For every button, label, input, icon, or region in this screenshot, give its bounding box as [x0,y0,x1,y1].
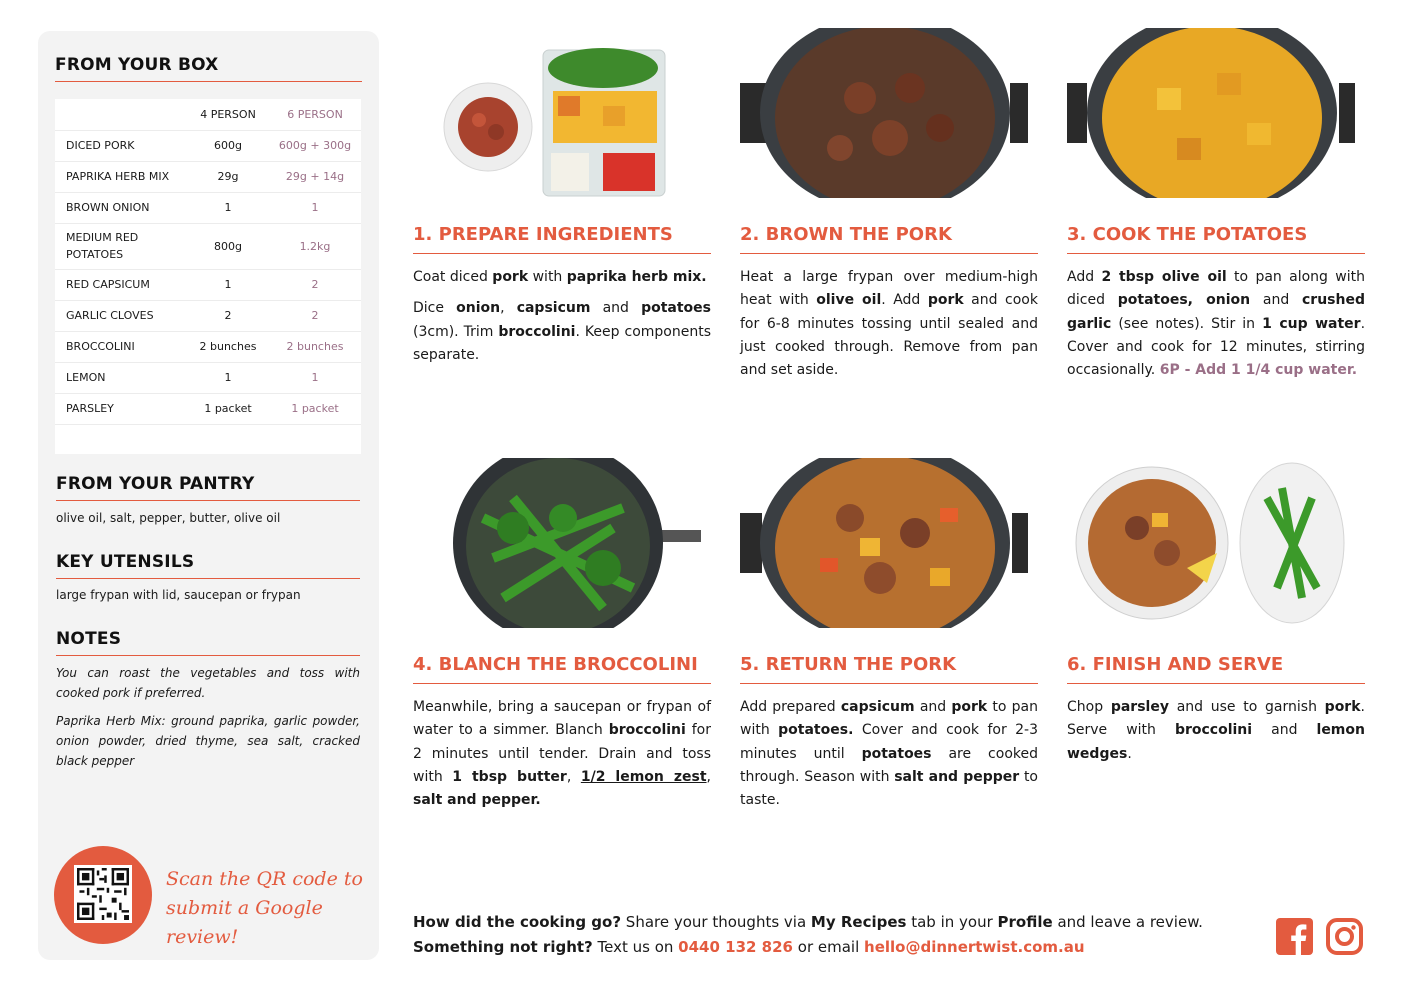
ingredient-name: BROCCOLINI [55,331,187,362]
note-roast: You can roast the vegetables and toss with cooked pork if preferred. [56,666,360,700]
profile-link[interactable]: Profile [997,913,1053,931]
key-utensils-title: KEY UTENSILS [56,552,360,579]
qty-4-person: 2 [187,300,269,331]
step-1-photo [413,28,711,198]
header-6-person: 6 PERSON [269,99,361,130]
qty-6-person: 1 [269,362,361,393]
step-4-title: 4. BLANCH THE BROCCOLINI [413,654,711,684]
note-herb-mix: Paprika Herb Mix: ground paprika, garlic powder, onion powder, dried thyme, sea salt, cracked black pepper [56,714,360,768]
qty-4-person: 1 [187,192,269,223]
step-4-photo [413,458,711,628]
qty-4-person: 1 [187,362,269,393]
step-3 [1067,224,1365,382]
from-your-box-title: FROM YOUR BOX [55,55,362,82]
qr-badge[interactable] [54,846,152,944]
table-row [55,161,361,192]
table-row [55,300,361,331]
from-your-pantry-title: FROM YOUR PANTRY [56,474,360,501]
email-link[interactable]: hello@dinnertwist.com.au [864,938,1085,956]
qr-text-line-1: Scan the QR code to [166,868,363,890]
step-2 [740,224,1038,382]
ingredients-table [55,99,361,454]
table-row [55,269,361,300]
ingredient-name: MEDIUM RED POTATOES [55,223,187,269]
feedback-footer [413,910,1203,960]
table-row [55,331,361,362]
phone-link[interactable]: 0440 132 826 [678,938,793,956]
ingredients-sidebar [38,31,379,960]
qty-6-person: 2 [269,300,361,331]
header-4-person: 4 PERSON [187,99,269,130]
step-3-photo [1067,28,1365,198]
qr-review-prompt [166,865,366,952]
ingredient-name: PARSLEY [55,393,187,424]
step-5-title: 5. RETURN THE PORK [740,654,1038,684]
pantry-list: olive oil, salt, pepper, butter, olive oil [56,511,281,525]
table-header-row [55,99,361,130]
step-3-title: 3. COOK THE POTATOES [1067,224,1365,254]
step-2-title: 2. BROWN THE PORK [740,224,1038,254]
qty-6-person: 1.2kg [269,223,361,269]
qty-4-person: 29g [187,161,269,192]
table-row [55,130,361,161]
table-row [55,223,361,269]
qr-text-line-2: submit a Google review! [166,897,323,948]
ingredient-name: GARLIC CLOVES [55,300,187,331]
my-recipes-link[interactable]: My Recipes [810,913,907,931]
step-5 [740,654,1038,812]
step-2-instructions: Heat a large frypan over medium-high heat with olive oil. Add pork and cook for 6-8 minutes tossing until sealed and just cooked through. Remove from pan and set aside. [740,269,1038,379]
step-4-instructions: Meanwhile, bring a saucepan or frypan of water to a simmer. Blanch broccolini for 2 minutes until tender. Drain and toss with 1 tbsp butter, 1/2 lemon zest, salt and pepper. [413,699,711,809]
table-row [55,393,361,424]
qty-6-person: 600g + 300g [269,130,361,161]
qty-4-person: 2 bunches [187,331,269,362]
step-6-instructions: Chop parsley and use to garnish pork. Serve with broccolini and lemon wedges. [1067,699,1365,762]
qty-6-person: 29g + 14g [269,161,361,192]
step-1 [413,224,711,367]
facebook-icon[interactable] [1276,918,1313,955]
qty-4-person: 1 [187,269,269,300]
qty-4-person: 1 packet [187,393,269,424]
step-3-instructions: Add 2 tbsp olive oil to pan along with diced potatoes, onion and crushed garlic (see notes). Stir in 1 cup water. Cover and cook for 12 minutes, stirring occasionally. 6P - Add 1 1/4 cup water. [1067,269,1366,379]
notes-title: NOTES [56,629,360,656]
ingredient-name: PAPRIKA HERB MIX [55,161,187,192]
step-5-instructions: Add prepared capsicum and pork to pan with potatoes. Cover and cook for 2-3 minutes until potatoes are cooked through. Season with salt and pepper to taste. [740,699,1039,809]
qty-6-person: 1 [269,192,361,223]
footer-line-2: Something not right? Text us on 0440 132 826 or email hello@dinnertwist.com.au [413,938,1085,956]
step-1-instructions: Coat diced pork with paprika herb mix. Dice onion, capsicum and potatoes (3cm). Trim broccolini. Keep components separate. [413,269,711,363]
step-6 [1067,654,1365,766]
ingredient-name: RED CAPSICUM [55,269,187,300]
step-2-photo [740,28,1038,198]
qty-6-person: 2 [269,269,361,300]
step-1-title: 1. PREPARE INGREDIENTS [413,224,711,254]
instagram-icon[interactable] [1326,918,1363,955]
step-5-photo [740,458,1038,628]
qty-6-person: 2 bunches [269,331,361,362]
qty-4-person: 800g [187,223,269,269]
footer-line-1: How did the cooking go? Share your thoughts via My Recipes tab in your Profile and leave a review. [413,913,1203,931]
qty-6-person: 1 packet [269,393,361,424]
table-row [55,362,361,393]
ingredient-name: LEMON [55,362,187,393]
step-6-title: 6. FINISH AND SERVE [1067,654,1365,684]
qty-4-person: 600g [187,130,269,161]
table-row [55,192,361,223]
ingredient-name: BROWN ONION [55,192,187,223]
step-6-photo [1067,458,1365,628]
ingredient-name: DICED PORK [55,130,187,161]
step-4 [413,654,711,812]
utensils-list: large frypan with lid, saucepan or frypan [56,588,301,602]
qr-code-icon[interactable] [74,865,132,923]
